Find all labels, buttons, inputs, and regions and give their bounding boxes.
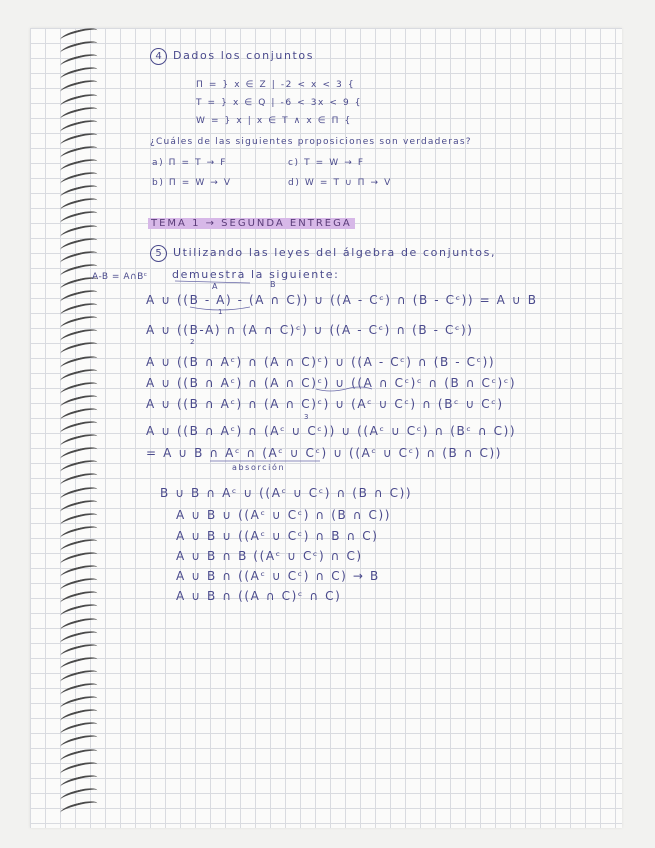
label-1: 1 [218,308,225,316]
step-3: A ∪ ((B ∩ Aᶜ) ∩ (A ∩ C)ᶜ) ∪ ((A ∩ Cᶜ)ᶜ ∩ (B ∩ Cᶜ)ᶜ) [146,376,517,390]
step-7: B ∪ B ∩ Aᶜ ∪ ((Aᶜ ∪ Cᶜ) ∩ (B ∩ C)) [160,486,413,500]
exercise-4-title-text: Dados los conjuntos [173,49,315,62]
step-4: A ∪ ((B ∩ Aᶜ) ∩ (A ∩ C)ᶜ) ∪ (Aᶜ ∪ Cᶜ) ∩ (Bᶜ ∪ Cᶜ) [146,397,504,411]
label-3: 3 [304,413,311,421]
tema-heading: TEMA 1 → SEGUNDA ENTREGA [148,218,355,229]
set-pi: Π = } x ∈ Z | -2 < x < 3 { [196,80,356,90]
exercise-5-line1-text: Utilizando las leyes del álgebra de conjuntos, [173,246,497,259]
exercise-5-line1 [150,245,496,262]
option-a: a) Π = T → F [152,158,228,168]
step-5: A ∪ ((B ∩ Aᶜ) ∩ (Aᶜ ∪ Cᶜ)) ∪ ((Aᶜ ∪ Cᶜ) ∩ (Bᶜ ∩ C)) [146,424,517,438]
spiral-binding [60,30,100,820]
exercise-4-number: 4 [150,48,167,65]
step-10: A ∪ B ∩ B ((Aᶜ ∪ Cᶜ) ∩ C) [176,549,363,563]
margin-note: A-B = A∩Bᶜ [92,272,148,282]
option-d: d) W = T ∪ Π → V [288,178,392,188]
option-c: c) T = W → F [288,158,365,168]
step-2: A ∪ ((B ∩ Aᶜ) ∩ (A ∩ C)ᶜ) ∪ ((A - Cᶜ) ∩ (B - Cᶜ)) [146,355,496,369]
exercise-5-number: 5 [150,245,167,262]
exercise-4-title [150,48,314,65]
label-b: B [270,280,278,289]
step-11: A ∪ B ∩ ((Aᶜ ∪ Cᶜ) ∩ C) → B [176,569,380,583]
step-8: A ∪ B ∪ ((Aᶜ ∪ Cᶜ) ∩ (B ∩ C)) [176,508,392,522]
step-12: A ∪ B ∩ ((A ∩ C)ᶜ ∩ C) [176,589,342,603]
exercise-4-question: ¿Cuáles de las siguientes proposiciones son verdaderas? [150,137,472,147]
label-2: 2 [190,338,197,346]
step-1: A ∪ ((B-A) ∩ (A ∩ C)ᶜ) ∪ ((A - Cᶜ) ∩ (B - Cᶜ)) [146,323,474,337]
absorcion-note: absorción [232,463,286,472]
step-6: = A ∪ B ∩ Aᶜ ∩ (Aᶜ ∪ Cᶜ) ∪ ((Aᶜ ∪ Cᶜ) ∩ (B ∩ C)) [146,446,503,460]
exercise-5-line2: demuestra la siguiente: [172,268,340,281]
set-t: T = } x ∈ Q | -6 < 3x < 9 { [196,98,363,108]
option-b: b) Π = W → V [152,178,232,188]
step-0: A ∪ ((B - A) - (A ∩ C)) ∪ ((A - Cᶜ) ∩ (B - Cᶜ)) = A ∪ B [146,293,538,307]
label-a: A [212,282,220,291]
set-w: W = } x | x ∈ T ∧ x ∈ Π { [196,116,352,126]
step-9: A ∪ B ∪ ((Aᶜ ∪ Cᶜ) ∩ B ∩ C) [176,529,379,543]
